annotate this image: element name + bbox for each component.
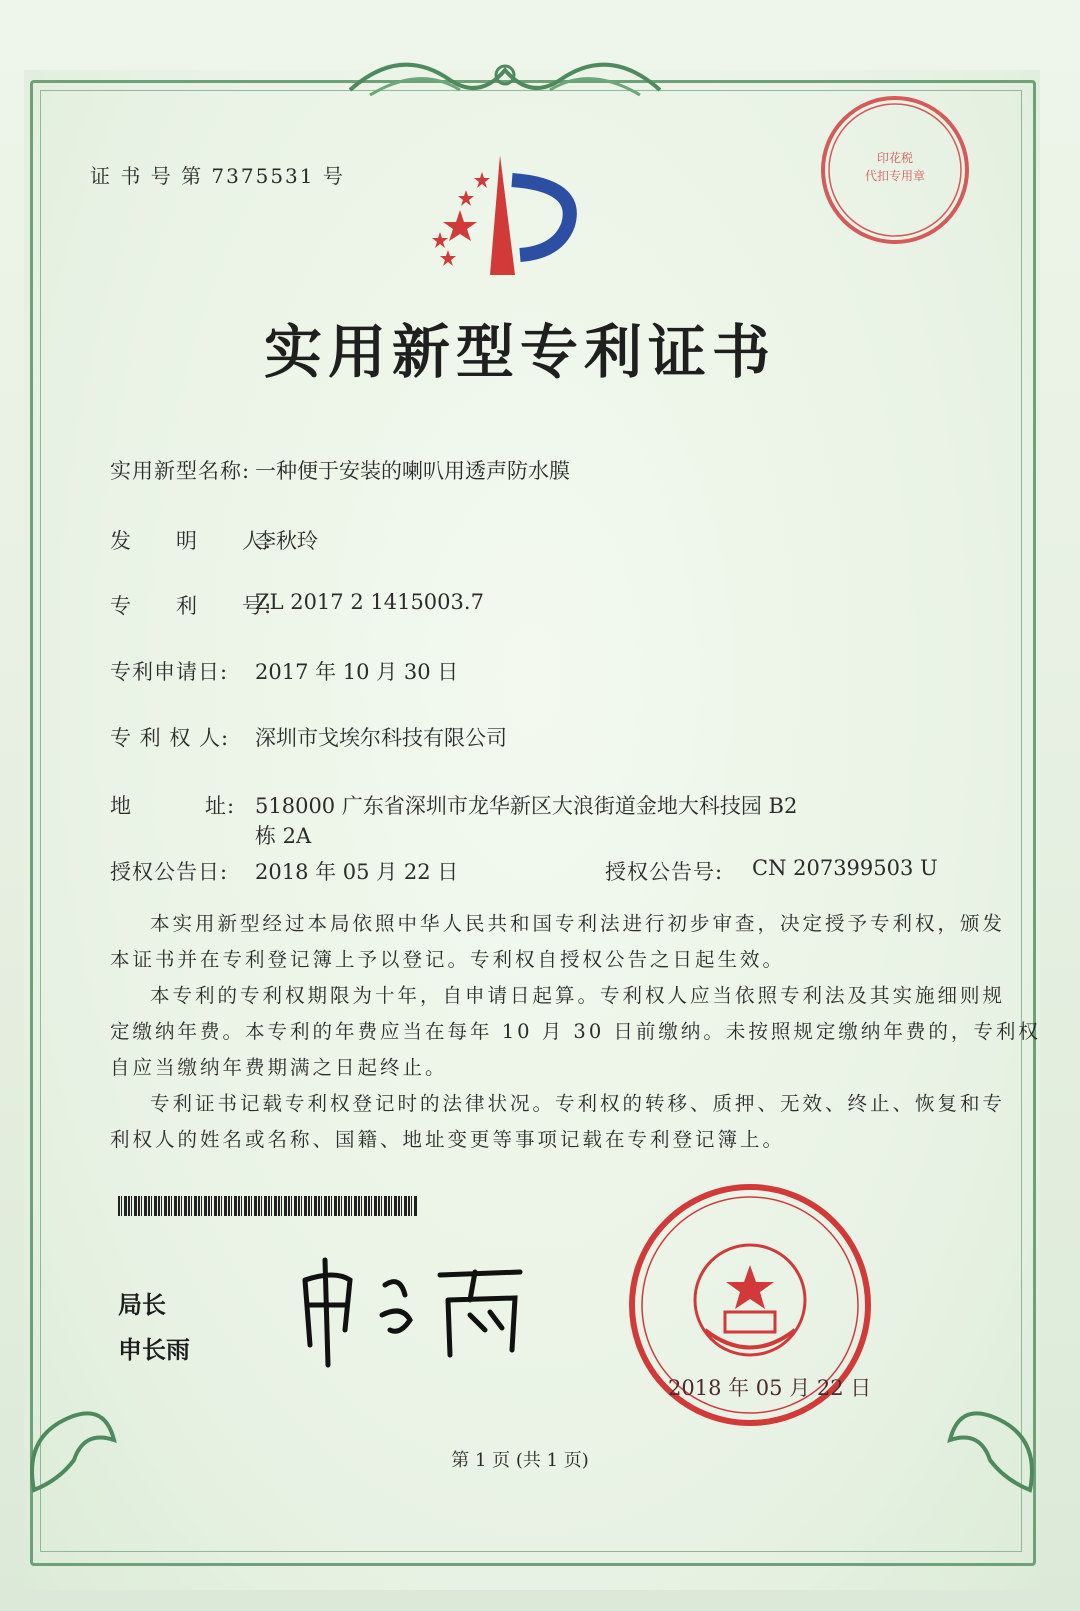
paragraph-3-line-1: 专利证书记载专利权登记时的法律状况。专利权的转移、质押、无效、终止、恢复和专 xyxy=(150,1092,1006,1115)
name-label: 实用新型名称: xyxy=(110,459,251,483)
grant-date-value: 2018 年 05 月 22 日 xyxy=(255,860,459,884)
apply-date-value: 2017 年 10 月 30 日 xyxy=(255,660,459,684)
tax-seal xyxy=(815,90,975,250)
paragraph-2-line-3: 自应当缴纳年费期满之日起终止。 xyxy=(110,1056,448,1079)
holder-label: 专 利 权 人: xyxy=(110,726,230,750)
page-number: 第 1 页 (共 1 页) xyxy=(451,1450,589,1471)
tax-seal-center-2: 代扣专用章 xyxy=(864,169,926,183)
paragraph-3-line-2: 利权人的姓名或名称、国籍、地址变更等事项记载在专利登记簿上。 xyxy=(110,1128,786,1151)
tax-seal-center-1: 印花税 xyxy=(876,151,914,165)
director-title: 局长 xyxy=(118,1290,166,1319)
inventor-value: 李秋玲 xyxy=(255,529,318,553)
grant-no-label: 授权公告号: xyxy=(605,860,724,884)
seal-date: 2018 年 05 月 22 日 xyxy=(668,1376,872,1400)
address-label-left: 地 xyxy=(110,794,132,818)
patent-no-label: 专 利 号: xyxy=(110,594,273,618)
top-ornament xyxy=(340,40,670,110)
apply-date-label: 专利申请日: xyxy=(110,660,229,684)
director-name: 申长雨 xyxy=(118,1335,190,1364)
address-label-right: 址: xyxy=(205,794,236,818)
director-signature xyxy=(290,1250,550,1370)
barcode xyxy=(118,1196,418,1216)
page-title: 实用新型专利证书 xyxy=(263,318,776,386)
patent-office-logo xyxy=(420,150,600,280)
corner-ornament-left xyxy=(14,1380,134,1500)
grant-no-value: CN 207399503 U xyxy=(752,856,938,880)
patent-no-value: ZL 2017 2 1415003.7 xyxy=(255,590,484,614)
address-line-2: 栋 2A xyxy=(255,824,312,848)
name-value: 一种便于安装的喇叭用透声防水膜 xyxy=(255,459,570,483)
inventor-label: 发 明 人: xyxy=(110,529,273,553)
paragraph-2-line-2: 定缴纳年费。本专利的年费应当在每年 10 月 30 日前缴纳。未按照规定缴纳年费的，专利权 xyxy=(110,1020,1041,1043)
paragraph-1-line-1: 本实用新型经过本局依照中华人民共和国专利法进行初步审查，决定授予专利权，颁发 xyxy=(150,912,1006,935)
paragraph-1-line-2: 本证书并在专利登记簿上予以登记。专利权自授权公告之日起生效。 xyxy=(110,948,786,971)
holder-value: 深圳市戈埃尔科技有限公司 xyxy=(255,726,507,750)
corner-ornament-right xyxy=(930,1380,1050,1500)
address-line-1: 518000 广东省深圳市龙华新区大浪街道金地大科技园 B2 xyxy=(255,794,798,818)
paragraph-2-line-1: 本专利的专利权期限为十年，自申请日起算。专利权人应当依照专利法及其实施细则规 xyxy=(150,984,1006,1007)
grant-date-label: 授权公告日: xyxy=(110,860,229,884)
certificate-number: 证 书 号 第 7375531 号 xyxy=(90,164,345,188)
